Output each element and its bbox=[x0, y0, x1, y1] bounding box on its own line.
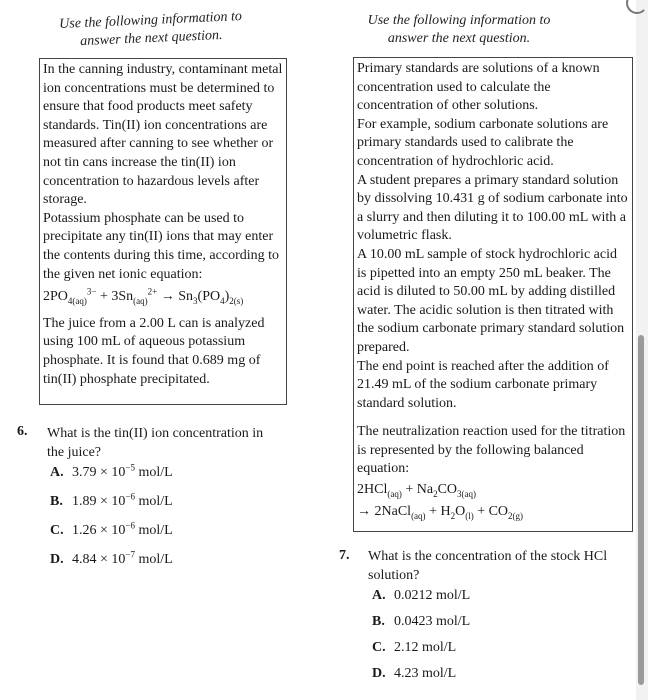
right-info-para5: The end point is reached after the addition of 21.49 mL of the sodium carbonate primary standard solution. bbox=[357, 358, 609, 411]
right-info-para4: A 10.00 mL sample of stock hydrochloric acid is pipetted into an empty 250 mL beaker. The acid is diluted to 50.00 mL by adding distilled water. The acidic solution is then titrated with the sodium carbonate primary standard solution prepared. bbox=[357, 246, 625, 355]
question-7-option-b[interactable] bbox=[372, 614, 470, 630]
right-info-para3: A student prepares a primary standard solution by dissolving 10.431 g of sodium carbonate into a slurry and then diluting it to 100.00 mL with a volumetric flask. bbox=[357, 172, 628, 244]
option-text: 0.0423 mol/L bbox=[394, 614, 471, 629]
right-header-line1: Use the following information to bbox=[367, 13, 551, 28]
option-letter: A. bbox=[372, 588, 386, 603]
question-7-option-d[interactable] bbox=[372, 666, 456, 682]
left-info-box bbox=[39, 58, 287, 405]
option-letter: B. bbox=[50, 494, 63, 509]
option-letter: C. bbox=[50, 523, 64, 538]
question-7-option-c[interactable] bbox=[372, 640, 456, 656]
left-header-line2: answer the next question. bbox=[79, 27, 223, 50]
option-letter: D. bbox=[50, 552, 64, 567]
question-6-number: 6. bbox=[17, 424, 28, 439]
option-text: 0.0212 mol/L bbox=[394, 588, 471, 603]
right-equation-line1: $2HCl_{(aq)} + Na_2CO_{3(aq)}$ bbox=[357, 482, 477, 499]
right-info-para1: Primary standards are solutions of a known concentration used to calculate the concentration of other solutions. bbox=[357, 61, 600, 114]
left-info-para1: In the canning industry, contaminant metal ion concentrations must be determined to ensure that food products meet safety standards. Tin(II) ion concentrations are measured after canning to see whether or not tin cans increase the tin(II) ion concentration to hazardous levels after storage. bbox=[43, 62, 283, 208]
question-6-option-b[interactable]: B. $1.89 \times 10^{-6}$ mol/L bbox=[50, 491, 173, 509]
left-info-para3: The juice from a 2.00 L can is analyzed using 100 mL of aqueous potassium phosphate. It is found that 0.689 mg of tin(II) phosphate precipitated. bbox=[43, 315, 265, 387]
right-instructions-header bbox=[350, 12, 568, 48]
right-info-para2: For example, sodium carbonate solutions are primary standards used to calibrate the concentration of hydrochloric acid. bbox=[357, 116, 609, 169]
option-letter: B. bbox=[372, 614, 385, 629]
option-letter: D. bbox=[372, 666, 386, 681]
option-text: 4.23 mol/L bbox=[394, 666, 457, 681]
scrollbar-thumb[interactable] bbox=[638, 335, 644, 685]
question-6-option-a[interactable]: A. $3.79 \times 10^{-5}$ mol/L bbox=[50, 462, 173, 480]
left-ionic-equation: $2PO_{4(aq)}^{3-} + 3Sn_{(aq)}^{2+} \to Sn_3(PO_4)_{2(s)}$ bbox=[43, 286, 244, 306]
right-equation-line2: → 2NaCl$_{(aq)}$ + $H_2O_{(l)} + CO_{2(g)}$ bbox=[357, 503, 524, 521]
question-6-option-d[interactable]: D. $4.84 \times 10^{-7}$ mol/L bbox=[50, 549, 173, 567]
right-info-para6: The neutralization reaction used for the titration is represented by the following balanced equation: bbox=[357, 424, 626, 477]
question-6-text: What is the tin(II) ion concentration in the juice? bbox=[47, 426, 264, 460]
right-info-box bbox=[353, 57, 633, 532]
option-letter: C. bbox=[372, 640, 386, 655]
question-7-text: What is the concentration of the stock HCl solution? bbox=[368, 549, 608, 583]
option-text: 2.12 mol/L bbox=[394, 640, 457, 655]
left-instructions-header bbox=[39, 7, 262, 53]
question-7-number: 7. bbox=[339, 548, 350, 563]
question-7-option-a[interactable] bbox=[372, 588, 470, 604]
right-header-line2: answer the next question. bbox=[387, 31, 531, 46]
left-info-para2: Potassium phosphate can be used to precipitate any tin(II) ions that may enter the contents during this time, according to the given net ionic equation: bbox=[43, 210, 280, 282]
left-header-line1: Use the following information to bbox=[58, 9, 243, 32]
option-letter: A. bbox=[50, 465, 64, 480]
question-6-option-c[interactable]: C. $1.26 \times 10^{-6}$ mol/L bbox=[50, 520, 173, 538]
